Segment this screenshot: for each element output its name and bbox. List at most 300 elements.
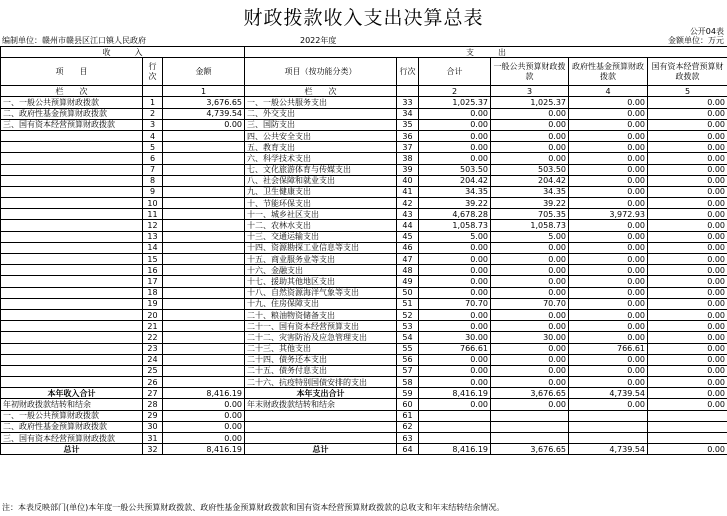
- total-cell: 70.70: [419, 298, 491, 309]
- col-index-1: 1: [163, 86, 245, 97]
- expense-row-no-cell: 42: [397, 198, 419, 209]
- income-row-no-cell: 25: [143, 365, 163, 376]
- expense-item-cell: 十、节能环保支出: [245, 198, 397, 209]
- expense-item-cell: 七、文化旅游体育与传媒支出: [245, 164, 397, 175]
- gov-fund-cell: [569, 433, 648, 444]
- income-amount-cell: 0.00: [163, 433, 245, 444]
- total-cell: 0.00: [419, 399, 491, 410]
- income-row-no-cell: 23: [143, 343, 163, 354]
- state-capital-cell: 0.00: [648, 354, 727, 365]
- income-section-header: 收 入: [1, 47, 245, 58]
- expense-item-cell: 十八、自然资源海洋气象等支出: [245, 287, 397, 298]
- income-row-no-cell: 11: [143, 209, 163, 220]
- general-budget-cell: 0.00: [491, 354, 569, 365]
- income-col-label: 栏 次: [1, 86, 143, 97]
- total-cell: 503.50: [419, 164, 491, 175]
- income-amount-cell: [163, 142, 245, 153]
- table-row: [1, 399, 727, 410]
- gov-fund-header: 政府性基金预算财政拨款: [569, 58, 648, 86]
- income-row-no-cell: 1: [143, 97, 163, 108]
- state-capital-cell: 0.00: [648, 142, 727, 153]
- gov-fund-cell: 0.00: [569, 309, 648, 320]
- expense-row-no-cell: 39: [397, 164, 419, 175]
- general-budget-cell: 39.22: [491, 198, 569, 209]
- income-amount-cell: [163, 309, 245, 320]
- footnote: 注：本表反映部门(单位)本年度一般公共预算财政拨款、政府性基金预算财政拨款和国有资本经营预算财政拨款的总收支和年末结转结余情况。: [2, 503, 505, 512]
- total-cell: 1,058.73: [419, 220, 491, 231]
- expense-row-no-cell: 51: [397, 298, 419, 309]
- income-amount-cell: [163, 198, 245, 209]
- table-row: [1, 153, 727, 164]
- income-amount-cell: [163, 343, 245, 354]
- state-capital-cell: 0.00: [648, 444, 727, 455]
- expense-item-cell: 五、教育支出: [245, 142, 397, 153]
- general-budget-cell: 1,058.73: [491, 220, 569, 231]
- gov-fund-cell: 766.61: [569, 343, 648, 354]
- income-amount-cell: [163, 242, 245, 253]
- state-capital-cell: [648, 410, 727, 421]
- gov-fund-cell: 0.00: [569, 220, 648, 231]
- table-row: [1, 175, 727, 186]
- expense-row-no-cell: 60: [397, 399, 419, 410]
- income-amount-cell: [163, 332, 245, 343]
- state-capital-cell: 0.00: [648, 130, 727, 141]
- expense-row-no-cell: 47: [397, 254, 419, 265]
- general-budget-cell: 0.00: [491, 142, 569, 153]
- table-row: [1, 388, 727, 399]
- income-amount-cell: [163, 254, 245, 265]
- expense-item-cell: 六、科学技术支出: [245, 153, 397, 164]
- gov-fund-cell: 0.00: [569, 377, 648, 388]
- income-amount-cell: [163, 354, 245, 365]
- general-budget-cell: 0.00: [491, 265, 569, 276]
- expense-item-cell: 二十六、抗疫特别国债安排的支出: [245, 377, 397, 388]
- general-budget-cell: 30.00: [491, 332, 569, 343]
- table-row: [1, 298, 727, 309]
- table-row: [1, 97, 727, 108]
- gov-fund-cell: 0.00: [569, 119, 648, 130]
- table-row: [1, 354, 727, 365]
- income-amount-cell: 0.00: [163, 410, 245, 421]
- table-row: [1, 377, 727, 388]
- income-amount-cell: 0.00: [163, 119, 245, 130]
- total-cell: 0.00: [419, 321, 491, 332]
- table-row: [1, 309, 727, 320]
- income-item-cell: [1, 209, 143, 220]
- income-amount-cell: [163, 377, 245, 388]
- income-item-cell: 三、国有资本经营预算财政拨款: [1, 119, 143, 130]
- income-item-cell: [1, 265, 143, 276]
- general-budget-cell: 3,676.65: [491, 388, 569, 399]
- expense-item-cell: 一、一般公共服务支出: [245, 97, 397, 108]
- income-row-no-cell: 5: [143, 142, 163, 153]
- income-item-cell: 二、政府性基金预算财政拨款: [1, 108, 143, 119]
- expense-row-no-cell: 52: [397, 309, 419, 320]
- income-row-no-cell: 30: [143, 421, 163, 432]
- gov-fund-cell: 0.00: [569, 254, 648, 265]
- expense-row-no-cell: 44: [397, 220, 419, 231]
- expense-row-no-cell: 59: [397, 388, 419, 399]
- total-cell: 766.61: [419, 343, 491, 354]
- income-row-no-cell: 28: [143, 399, 163, 410]
- expense-item-cell: 本年支出合计: [245, 388, 397, 399]
- expense-row-no-cell: 62: [397, 421, 419, 432]
- gov-fund-cell: 0.00: [569, 186, 648, 197]
- income-item-cell: [1, 164, 143, 175]
- total-cell: 0.00: [419, 354, 491, 365]
- expense-col-label: 栏 次: [245, 86, 397, 97]
- income-item-cell: [1, 287, 143, 298]
- general-budget-cell: 0.00: [491, 130, 569, 141]
- income-row-no-cell: 9: [143, 186, 163, 197]
- income-item-cell: [1, 220, 143, 231]
- table-row: [1, 142, 727, 153]
- expense-row-no-cell: 33: [397, 97, 419, 108]
- state-capital-cell: 0.00: [648, 242, 727, 253]
- report-meta: [0, 35, 727, 46]
- income-item-cell: [1, 298, 143, 309]
- gov-fund-cell: 0.00: [569, 287, 648, 298]
- income-row-no-cell: 31: [143, 433, 163, 444]
- total-cell: 204.42: [419, 175, 491, 186]
- general-budget-cell: 70.70: [491, 298, 569, 309]
- amount-unit: 金额单位：万元: [668, 36, 724, 45]
- total-cell: 1,025.37: [419, 97, 491, 108]
- state-capital-cell: 0.00: [648, 231, 727, 242]
- total-cell: 0.00: [419, 119, 491, 130]
- income-row-no-cell: 32: [143, 444, 163, 455]
- table-row: [1, 276, 727, 287]
- income-row-no-cell: 2: [143, 108, 163, 119]
- income-item-cell: [1, 276, 143, 287]
- income-item-cell: [1, 332, 143, 343]
- state-capital-cell: 0.00: [648, 265, 727, 276]
- expense-row-no-cell: 48: [397, 265, 419, 276]
- expense-item-cell: [245, 410, 397, 421]
- state-capital-cell: 0.00: [648, 119, 727, 130]
- expense-item-cell: 二十五、债务付息支出: [245, 365, 397, 376]
- income-amount-cell: 8,416.19: [163, 388, 245, 399]
- total-cell: [419, 410, 491, 421]
- table-row: [1, 265, 727, 276]
- expense-row-no-cell: 50: [397, 287, 419, 298]
- gov-fund-cell: 0.00: [569, 175, 648, 186]
- table-row: [1, 433, 727, 444]
- expense-item-cell: [245, 433, 397, 444]
- income-row-no-cell: 20: [143, 309, 163, 320]
- general-budget-cell: 0.00: [491, 242, 569, 253]
- general-budget-cell: 503.50: [491, 164, 569, 175]
- expense-item-cell: 二十、粮油物资储备支出: [245, 309, 397, 320]
- income-row-no-cell: 19: [143, 298, 163, 309]
- total-cell: 8,416.19: [419, 388, 491, 399]
- income-item-cell: [1, 377, 143, 388]
- general-budget-cell: 0.00: [491, 343, 569, 354]
- expense-row-no-cell: 40: [397, 175, 419, 186]
- general-budget-cell: 0.00: [491, 254, 569, 265]
- table-row: [1, 119, 727, 130]
- total-cell: 0.00: [419, 130, 491, 141]
- col-index-3: 3: [491, 86, 569, 97]
- general-budget-cell: [491, 421, 569, 432]
- state-capital-cell: 0.00: [648, 365, 727, 376]
- state-capital-cell: 0.00: [648, 153, 727, 164]
- income-amount-cell: 3,676.65: [163, 97, 245, 108]
- general-budget-cell: 0.00: [491, 287, 569, 298]
- income-item-cell: [1, 321, 143, 332]
- income-amount-header: 金额: [163, 58, 245, 86]
- general-budget-cell: [491, 433, 569, 444]
- total-cell: 39.22: [419, 198, 491, 209]
- state-capital-cell: 0.00: [648, 97, 727, 108]
- expense-row-no-cell: 37: [397, 142, 419, 153]
- general-budget-cell: 0.00: [491, 276, 569, 287]
- expense-item-cell: 二十三、其他支出: [245, 343, 397, 354]
- income-amount-cell: [163, 365, 245, 376]
- income-amount-cell: [163, 220, 245, 231]
- income-row-no-cell: 10: [143, 198, 163, 209]
- expense-item-cell: 十一、城乡社区支出: [245, 209, 397, 220]
- expense-row-no-cell: 35: [397, 119, 419, 130]
- section-header-row: [1, 47, 727, 58]
- table-row: [1, 186, 727, 197]
- general-budget-cell: 705.35: [491, 209, 569, 220]
- expense-item-cell: 十五、商业服务业等支出: [245, 254, 397, 265]
- general-budget-cell: [491, 410, 569, 421]
- state-capital-cell: 0.00: [648, 276, 727, 287]
- expense-row-no-cell: 46: [397, 242, 419, 253]
- gov-fund-cell: 0.00: [569, 265, 648, 276]
- column-header-row: [1, 58, 727, 86]
- total-cell: 4,678.28: [419, 209, 491, 220]
- income-item-cell: [1, 254, 143, 265]
- income-row-no-cell: 22: [143, 332, 163, 343]
- income-item-cell: 一、一般公共预算财政拨款: [1, 97, 143, 108]
- income-item-cell: 二、政府性基金预算财政拨款: [1, 421, 143, 432]
- expense-item-header: 项目（按功能分类）: [245, 58, 397, 86]
- general-budget-cell: 3,676.65: [491, 444, 569, 455]
- general-budget-cell: 0.00: [491, 399, 569, 410]
- expense-row-no-cell: 34: [397, 108, 419, 119]
- form-number: 公开04表: [689, 27, 724, 36]
- col-index-5: 5: [648, 86, 727, 97]
- state-capital-cell: 0.00: [648, 309, 727, 320]
- expense-item-cell: 十二、农林水支出: [245, 220, 397, 231]
- state-capital-cell: 0.00: [648, 198, 727, 209]
- state-capital-cell: [648, 433, 727, 444]
- total-cell: 0.00: [419, 365, 491, 376]
- gov-fund-cell: 0.00: [569, 332, 648, 343]
- gov-fund-cell: [569, 410, 648, 421]
- total-header: 合计: [419, 58, 491, 86]
- table-row: [1, 410, 727, 421]
- general-budget-cell: 0.00: [491, 365, 569, 376]
- total-cell: 0.00: [419, 108, 491, 119]
- income-item-cell: [1, 175, 143, 186]
- total-cell: 0.00: [419, 276, 491, 287]
- income-row-no-cell: 17: [143, 276, 163, 287]
- expense-row-no-cell: 55: [397, 343, 419, 354]
- state-capital-cell: 0.00: [648, 377, 727, 388]
- income-amount-cell: 4,739.54: [163, 108, 245, 119]
- expense-row-no-cell: 43: [397, 209, 419, 220]
- expense-item-cell: 十三、交通运输支出: [245, 231, 397, 242]
- expense-item-cell: 十四、资源勘探工业信息等支出: [245, 242, 397, 253]
- expense-item-cell: 三、国防支出: [245, 119, 397, 130]
- total-cell: 0.00: [419, 287, 491, 298]
- state-capital-cell: 0.00: [648, 321, 727, 332]
- income-item-cell: 总计: [1, 444, 143, 455]
- gov-fund-cell: 4,739.54: [569, 388, 648, 399]
- expense-item-cell: 四、公共安全支出: [245, 130, 397, 141]
- expense-row-no-cell: 38: [397, 153, 419, 164]
- income-row-no-cell: 15: [143, 254, 163, 265]
- income-item-cell: [1, 343, 143, 354]
- gov-fund-cell: 0.00: [569, 399, 648, 410]
- expense-row-no-cell: 64: [397, 444, 419, 455]
- state-capital-cell: 0.00: [648, 175, 727, 186]
- state-capital-cell: 0.00: [648, 186, 727, 197]
- table-row: [1, 365, 727, 376]
- income-item-header: 项 目: [1, 58, 143, 86]
- gov-fund-cell: 0.00: [569, 198, 648, 209]
- income-row-no-cell: 21: [143, 321, 163, 332]
- expense-item-cell: 二十四、债务还本支出: [245, 354, 397, 365]
- total-cell: 30.00: [419, 332, 491, 343]
- general-budget-cell: 0.00: [491, 321, 569, 332]
- total-cell: 34.35: [419, 186, 491, 197]
- table-row: [1, 231, 727, 242]
- state-capital-cell: 0.00: [648, 164, 727, 175]
- table-row: [1, 130, 727, 141]
- income-item-cell: [1, 186, 143, 197]
- total-cell: [419, 421, 491, 432]
- income-amount-cell: [163, 209, 245, 220]
- table-row: [1, 198, 727, 209]
- gov-fund-cell: 0.00: [569, 108, 648, 119]
- income-amount-cell: [163, 276, 245, 287]
- expense-row-no-cell: 53: [397, 321, 419, 332]
- income-amount-cell: [163, 130, 245, 141]
- income-amount-cell: 0.00: [163, 421, 245, 432]
- general-budget-header: 一般公共预算财政拨款: [491, 58, 569, 86]
- state-capital-cell: 0.00: [648, 108, 727, 119]
- income-row-no-cell: 3: [143, 119, 163, 130]
- expense-row-no-cell: 61: [397, 410, 419, 421]
- gov-fund-cell: 0.00: [569, 97, 648, 108]
- income-amount-cell: [163, 265, 245, 276]
- general-budget-cell: 1,025.37: [491, 97, 569, 108]
- income-item-cell: [1, 365, 143, 376]
- table-row: [1, 332, 727, 343]
- state-capital-cell: 0.00: [648, 298, 727, 309]
- expense-row-no-cell: 45: [397, 231, 419, 242]
- income-row-no-cell: 29: [143, 410, 163, 421]
- expense-item-cell: 十七、援助其他地区支出: [245, 276, 397, 287]
- expense-item-cell: 二、外交支出: [245, 108, 397, 119]
- expense-item-cell: 年末财政拨款结转和结余: [245, 399, 397, 410]
- col-index-4: 4: [569, 86, 648, 97]
- income-item-cell: 年初财政拨款结转和结余: [1, 399, 143, 410]
- total-cell: [419, 433, 491, 444]
- table-row: [1, 444, 727, 455]
- expense-row-no-cell: 41: [397, 186, 419, 197]
- table-row: [1, 254, 727, 265]
- total-cell: 0.00: [419, 153, 491, 164]
- gov-fund-cell: 0.00: [569, 164, 648, 175]
- gov-fund-cell: 0.00: [569, 242, 648, 253]
- table-row: [1, 209, 727, 220]
- expense-row-no-cell: 56: [397, 354, 419, 365]
- gov-fund-cell: 0.00: [569, 130, 648, 141]
- general-budget-cell: 34.35: [491, 186, 569, 197]
- income-item-cell: [1, 130, 143, 141]
- income-row-no-cell: 13: [143, 231, 163, 242]
- income-row-no-cell: 7: [143, 164, 163, 175]
- income-row-no-cell: 18: [143, 287, 163, 298]
- table-row: [1, 164, 727, 175]
- gov-fund-cell: 0.00: [569, 153, 648, 164]
- state-capital-cell: 0.00: [648, 332, 727, 343]
- expense-item-cell: 二十二、灾害防治及应急管理支出: [245, 332, 397, 343]
- income-amount-cell: [163, 186, 245, 197]
- income-row-no-cell: 12: [143, 220, 163, 231]
- reporting-unit: 编制单位：赣州市赣县区江口镇人民政府: [2, 36, 146, 45]
- expense-item-cell: 十六、金融支出: [245, 265, 397, 276]
- income-row-no-cell: 14: [143, 242, 163, 253]
- income-item-cell: 三、国有资本经营预算财政拨款: [1, 433, 143, 444]
- gov-fund-cell: 0.00: [569, 142, 648, 153]
- income-amount-cell: [163, 164, 245, 175]
- column-index-row: [1, 86, 727, 97]
- income-item-cell: [1, 231, 143, 242]
- income-row-no-cell: 27: [143, 388, 163, 399]
- gov-fund-cell: 0.00: [569, 276, 648, 287]
- expense-item-cell: 十九、住房保障支出: [245, 298, 397, 309]
- total-cell: 8,416.19: [419, 444, 491, 455]
- income-row-no-cell: 24: [143, 354, 163, 365]
- total-cell: 0.00: [419, 242, 491, 253]
- expense-item-cell: [245, 421, 397, 432]
- total-cell: 0.00: [419, 265, 491, 276]
- state-capital-cell: 0.00: [648, 388, 727, 399]
- gov-fund-cell: 0.00: [569, 365, 648, 376]
- income-row-no-cell: 4: [143, 130, 163, 141]
- gov-fund-cell: 4,739.54: [569, 444, 648, 455]
- general-budget-cell: 5.00: [491, 231, 569, 242]
- expense-row-no-cell: 36: [397, 130, 419, 141]
- expense-item-cell: 八、社会保障和就业支出: [245, 175, 397, 186]
- income-item-cell: [1, 153, 143, 164]
- income-item-cell: [1, 354, 143, 365]
- gov-fund-cell: 0.00: [569, 354, 648, 365]
- income-row-no-cell: 16: [143, 265, 163, 276]
- total-cell: 0.00: [419, 309, 491, 320]
- state-capital-cell: [648, 421, 727, 432]
- table-row: [1, 343, 727, 354]
- expense-col-rowno: [397, 86, 419, 97]
- expense-row-no-cell: 49: [397, 276, 419, 287]
- total-cell: 0.00: [419, 142, 491, 153]
- gov-fund-cell: [569, 421, 648, 432]
- expense-section-header: 支 出: [245, 47, 727, 58]
- state-capital-header: 国有资本经营预算财政拨款: [648, 58, 727, 86]
- table-row: [1, 287, 727, 298]
- table-row: [1, 220, 727, 231]
- income-amount-cell: [163, 287, 245, 298]
- income-item-cell: [1, 198, 143, 209]
- income-item-cell: [1, 309, 143, 320]
